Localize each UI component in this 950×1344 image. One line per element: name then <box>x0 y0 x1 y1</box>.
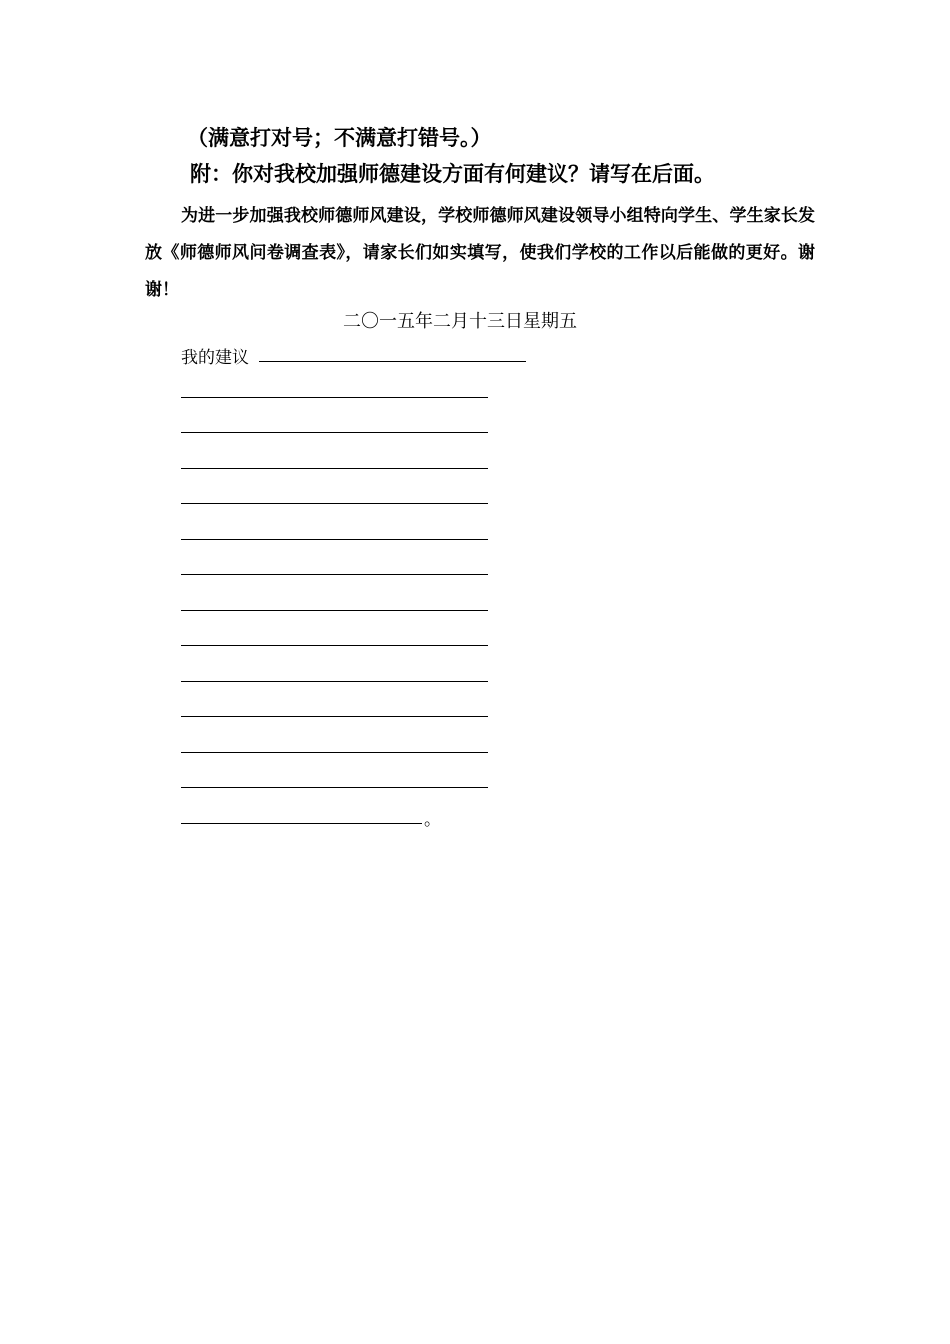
document-date: 二〇一五年二月十三日星期五 <box>343 311 577 332</box>
suggestion-blank-line[interactable] <box>181 503 488 504</box>
intro-paragraph: 为进一步加强我校师德师风建设，学校师德师风建设领导小组特向学生、学生家长发放《师德师风问卷调查表》，请家长们如实填写，使我们学校的工作以后能做的更好。谢谢！ <box>145 206 815 300</box>
end-period: 。 <box>424 810 441 830</box>
suggestion-blank-line[interactable] <box>181 468 488 469</box>
suggestion-label: 我的建议 <box>181 348 249 368</box>
suggestion-blank-line[interactable] <box>181 397 488 398</box>
suggestion-blank-line[interactable] <box>181 432 488 433</box>
suggestion-blank-line[interactable] <box>181 539 488 540</box>
rating-note: （满意打对号；不满意打错号。） <box>187 125 492 150</box>
suggestion-blank-line[interactable] <box>181 681 488 682</box>
appendix-question: 附：你对我校加强师德建设方面有何建议？请写在后面。 <box>190 161 715 186</box>
suggestion-input-line[interactable] <box>259 361 526 362</box>
suggestion-blank-line[interactable] <box>181 645 488 646</box>
suggestion-final-line[interactable] <box>181 823 422 824</box>
suggestion-blank-line[interactable] <box>181 752 488 753</box>
suggestion-blank-line[interactable] <box>181 787 488 788</box>
suggestion-blank-line[interactable] <box>181 716 488 717</box>
suggestion-blank-line[interactable] <box>181 610 488 611</box>
suggestion-blank-line[interactable] <box>181 574 488 575</box>
